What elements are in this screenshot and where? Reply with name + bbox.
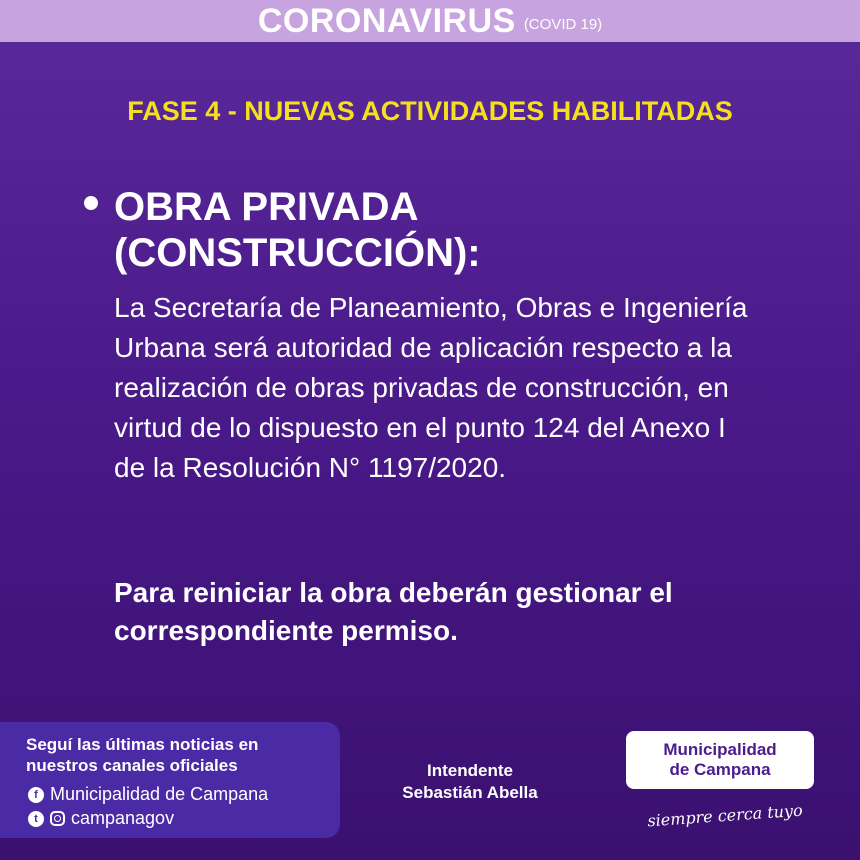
social-handle-link[interactable] — [28, 808, 174, 829]
phase-label: FASE 4 - — [127, 96, 237, 126]
banner-title: CORONAVIRUS — [257, 1, 516, 40]
logo-line-2: de Campana — [669, 760, 771, 779]
logo-slogan: siempre cerca tuyo — [646, 800, 804, 831]
heading-line-1: OBRA PRIVADA — [114, 185, 419, 229]
section-heading — [114, 184, 774, 276]
social-title: Seguí las últimas noticias en nuestros canales oficiales — [26, 735, 259, 775]
facebook-link[interactable] — [28, 784, 268, 805]
mayor-credit — [380, 760, 560, 804]
mayor-role: Intendente — [427, 761, 513, 780]
twitter-icon: t — [28, 811, 44, 827]
section-emphasis: Para reiniciar la obra deberán gestionar el correspondiente permiso. — [114, 577, 673, 646]
phase-heading — [0, 96, 860, 127]
instagram-icon — [50, 811, 65, 826]
section-body: La Secretaría de Planeamiento, Obras e Ingeniería Urbana será autoridad de aplicación respecto a la realización de obras privadas de construcción, en virtud de lo dispuesto en el punto 124 del Anexo I de la Resolución N° 1197/2020. — [114, 292, 748, 483]
mayor-name: Sebastián Abella — [402, 783, 538, 802]
social-handle: campanagov — [71, 808, 175, 828]
heading-line-2: (CONSTRUCCIÓN): — [114, 231, 481, 275]
bullet-icon — [84, 196, 98, 210]
municipality-logo — [626, 731, 814, 789]
banner-subtitle: (COVID 19) — [523, 15, 603, 33]
facebook-icon: f — [28, 787, 44, 803]
logo-line-1: Municipalidad — [663, 740, 777, 759]
top-banner — [0, 0, 860, 42]
facebook-label: Municipalidad de Campana — [50, 784, 269, 804]
social-panel — [0, 722, 340, 838]
phase-text: NUEVAS ACTIVIDADES HABILITADAS — [244, 96, 733, 126]
